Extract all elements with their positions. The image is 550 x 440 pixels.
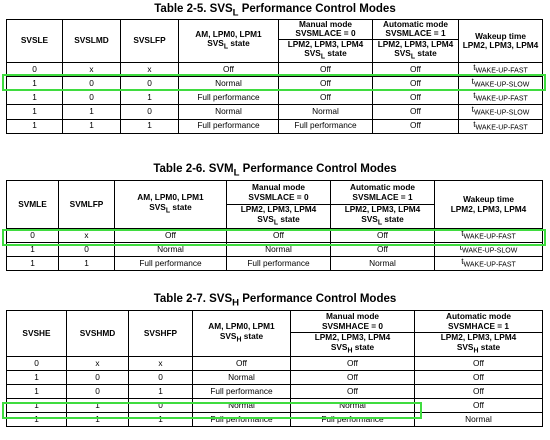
table-2-5-caption	[0, 2, 550, 20]
caption-subscript: H	[232, 297, 240, 309]
table-row: 1 0 Normal Normal Off $t_{WAKE-UP-SLOW}$	[7, 243, 543, 257]
col-header-automatic-mode: Automatic mode SVSMHACE = 1	[415, 311, 543, 333]
table-2-5	[6, 19, 543, 134]
caption-prefix: Table 2-7. SVS	[153, 293, 233, 305]
wakeup-time-cell: $t_{WAKE-UP-SLOW}$	[435, 243, 543, 257]
caption-prefix: Table 2-6. SVM	[153, 163, 234, 175]
table-2-7	[6, 310, 543, 427]
wakeup-time-cell: $t_{WAKE-UP-FAST}$	[459, 91, 543, 105]
col-header-wakeup-time: Wakeup time LPM2, LPM3, LPM4	[435, 181, 543, 229]
table-2-6	[6, 180, 543, 271]
caption-subscript: L	[232, 7, 239, 19]
col-header-svshe: SVSHE	[7, 311, 67, 357]
col-header-svslmd: SVSLMD	[63, 20, 121, 63]
table-2-7-caption	[0, 292, 550, 310]
col-header-auto-lpm: LPM2, LPM3, LPM4 $SVS_H$ state	[415, 333, 543, 357]
table-row: 1 0 0 Normal Off Off $t_{WAKE-UP-SLOW}$	[7, 77, 543, 91]
col-header-svslfp: SVSLFP	[121, 20, 179, 63]
col-header-svsle: SVSLE	[7, 20, 63, 63]
col-header-auto-lpm: LPM2, LPM3, LPM4 $SVS_L$ state	[331, 205, 435, 229]
col-header-svmlfp: SVMLFP	[59, 181, 115, 229]
col-header-am-state: AM, LPM0, LPM1 $SVS_L$ state	[115, 181, 227, 229]
table-2-6-caption	[0, 162, 550, 180]
col-header-svmle: SVMLE	[7, 181, 59, 229]
col-header-am-state: AM, LPM0, LPM1 $SVS_L$ state	[179, 20, 279, 63]
table-row: 1 1 0 Normal Normal Off	[7, 399, 543, 413]
caption-prefix: Table 2-5. SVS	[154, 3, 233, 15]
col-header-manual-mode: Manual mode SVSMHACE = 0	[291, 311, 415, 333]
col-header-automatic-mode: Automatic mode SVSMLACE = 1	[331, 181, 435, 205]
wakeup-time-cell: $t_{WAKE-UP-FAST}$	[459, 119, 543, 133]
col-header-manual-lpm: LPM2, LPM3, LPM4 $SVS_H$ state	[291, 333, 415, 357]
table-row: 1 1 Full performance Full performance Normal $t_{WAKE-UP-FAST}$	[7, 257, 543, 271]
table-row: 1 0 0 Normal Off Off	[7, 371, 543, 385]
table-row: 0 x Off Off Off $t_{WAKE-UP-FAST}$	[7, 229, 543, 243]
wakeup-time-cell: $t_{WAKE-UP-SLOW}$	[459, 105, 543, 119]
col-header-svshmd: SVSHMD	[67, 311, 129, 357]
col-header-am-state: AM, LPM0, LPM1 $SVS_H$ state	[193, 311, 291, 357]
table-row: 1 1 1 Full performance Full performance Off $t_{WAKE-UP-FAST}$	[7, 119, 543, 133]
col-header-manual-mode: Manual mode SVSMLACE = 0	[227, 181, 331, 205]
caption-suffix: Performance Control Modes	[238, 3, 396, 15]
wakeup-time-cell: $t_{WAKE-UP-FAST}$	[435, 257, 543, 271]
caption-suffix: Performance Control Modes	[239, 163, 397, 175]
caption-suffix: Performance Control Modes	[239, 293, 397, 305]
table-row: 1 1 0 Normal Normal Off $t_{WAKE-UP-SLOW}$	[7, 105, 543, 119]
col-header-manual-lpm: LPM2, LPM3, LPM4 $SVS_L$ state	[227, 205, 331, 229]
col-header-wakeup-time: Wakeup time LPM2, LPM3, LPM4	[459, 20, 543, 63]
table-row: 1 0 1 Full performance Off Off	[7, 385, 543, 399]
wakeup-time-cell: $t_{WAKE-UP-FAST}$	[435, 229, 543, 243]
wakeup-time-cell: $t_{WAKE-UP-SLOW}$	[459, 77, 543, 91]
wakeup-time-cell: $t_{WAKE-UP-FAST}$	[459, 63, 543, 77]
table-row: 1 0 1 Full performance Off Off $t_{WAKE-UP-FAST}$	[7, 91, 543, 105]
col-header-svshfp: SVSHFP	[129, 311, 193, 357]
col-header-automatic-mode: Automatic mode SVSMLACE = 1	[373, 20, 459, 40]
caption-subscript: L	[233, 167, 240, 179]
table-row: 0 x x Off Off Off $t_{WAKE-UP-FAST}$	[7, 63, 543, 77]
col-header-manual-mode: Manual mode SVSMLACE = 0	[279, 20, 373, 40]
col-header-auto-lpm: LPM2, LPM3, LPM4 $SVS_L$ state	[373, 39, 459, 62]
table-row: 1 1 1 Full performance Full performance Normal	[7, 413, 543, 427]
col-header-manual-lpm: LPM2, LPM3, LPM4 $SVS_L$ state	[279, 39, 373, 62]
table-row: 0 x x Off Off Off	[7, 357, 543, 371]
